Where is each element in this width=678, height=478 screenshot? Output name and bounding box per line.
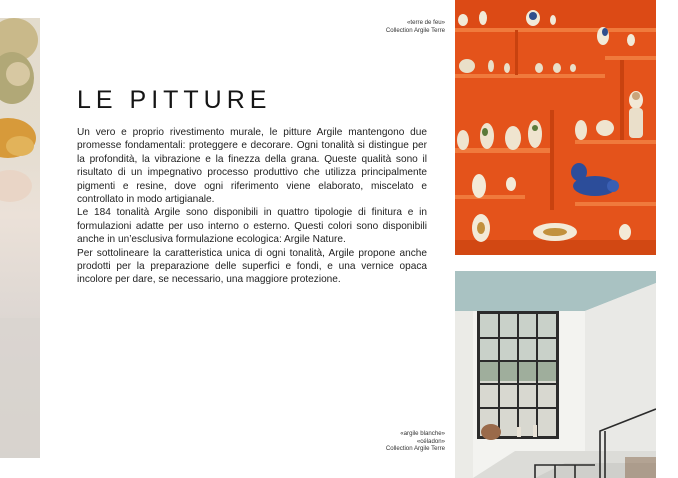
caption-collection: Collection Argile Terre	[385, 26, 445, 34]
caption-color-name: «argile blanche»	[400, 430, 445, 437]
page-title: LE PITTURE	[77, 86, 272, 114]
paragraph-products: Per sottolineare la caratteristica unica di ogni tonalità, Argile propone anche prodotti per la preparazione delle superfici e fondi, e una vernice opaca incolore per dare, se necessario, una maggiore protezione.	[77, 247, 427, 286]
body-copy	[77, 126, 427, 287]
caption-argile-blanche	[386, 430, 445, 453]
caption-terre-de-feu	[386, 19, 445, 34]
caption-color-name-2: «céladon»	[416, 437, 445, 445]
paragraph-intro: Un vero e proprio rivestimento murale, le pitture Argile mantengono due promesse fondamentali: proteggere e decorare. Ogni tonalità si distingue per la profondità, la vibrazione e la finezza della grana. Queste qualità sono il risultato di un impegnativo processo produttivo che utilizza principalmente pigmenti e resine, dove ogni riferimento viene elaborato, miscelato e controllato in modo artigianale.	[77, 127, 427, 206]
paragraph-finishes: Le 184 tonalità Argile sono disponibili in quattro tipologie di finitura e in formulazioni adatte per uso interno o esterno. Questi colori sono disponibili anche in un’esclusiva formulazione ecologica: Argile Nature.	[77, 207, 427, 246]
caption-collection: Collection Argile Terre	[385, 445, 445, 453]
photo-orange-shelves	[455, 0, 656, 255]
photo-staircase-window	[455, 271, 656, 478]
left-edge-photo	[0, 18, 40, 458]
caption-color-name: «terre de feu»	[407, 19, 445, 26]
